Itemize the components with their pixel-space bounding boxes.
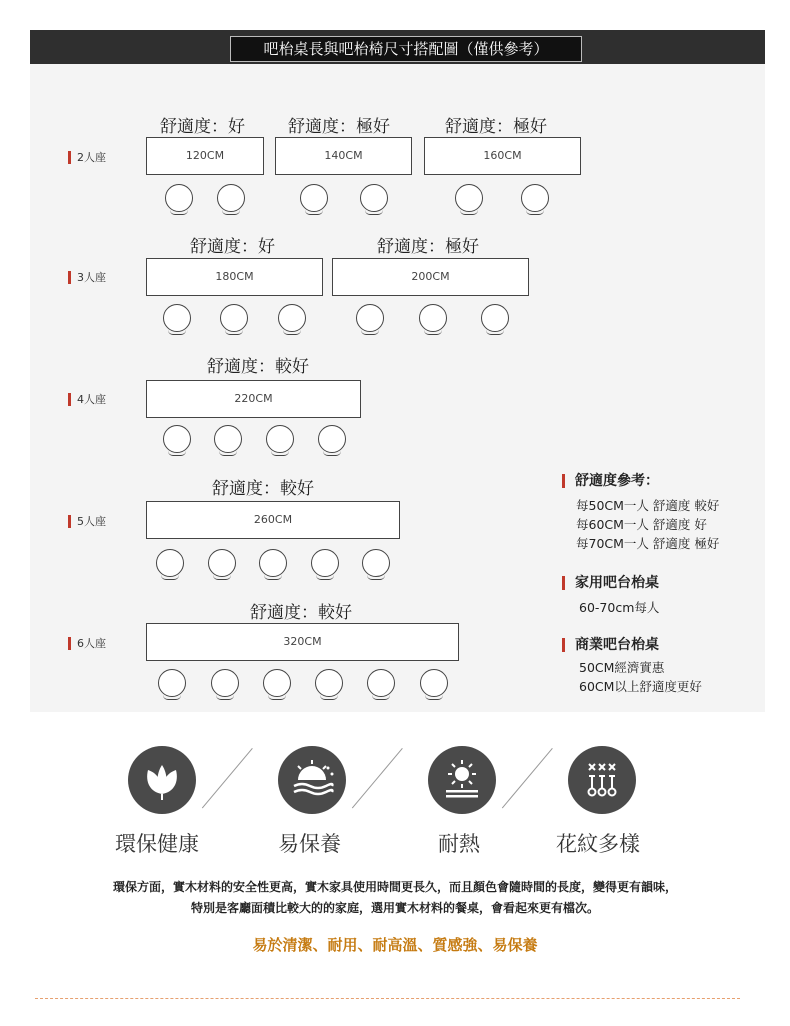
row-label-3-seats: 3人座: [68, 271, 106, 284]
comfort-rating: 舒適度：極好: [445, 117, 547, 137]
chair-icon: [367, 669, 395, 697]
row-label-6-seats: 6人座: [68, 637, 106, 650]
pattern-icon: [568, 746, 636, 814]
comfort-reference-line: 每70CM一人 舒適度 極好: [576, 536, 720, 551]
chair-icon: [214, 425, 242, 453]
chair-icon: [362, 549, 390, 577]
chair-icon: [165, 184, 193, 212]
row-label-2-seats: 2人座: [68, 151, 106, 164]
row-label-5-seats: 5人座: [68, 515, 106, 528]
feature-label-eco: 環保健康: [115, 832, 199, 856]
table-120cm: 120CM: [146, 137, 264, 175]
chair-icon: [356, 304, 384, 332]
comfort-rating: 舒適度：極好: [377, 237, 479, 257]
table-220cm: 220CM: [146, 380, 361, 418]
feature-label-heat-resistant: 耐熱: [438, 832, 480, 856]
chair-icon: [158, 669, 186, 697]
chair-icon: [259, 549, 287, 577]
table-260cm: 260CM: [146, 501, 400, 539]
chair-icon: [208, 549, 236, 577]
commercial-bar-table-line: 60CM以上舒適度更好: [579, 679, 702, 694]
comfort-rating: 舒適度：極好: [288, 117, 390, 137]
chair-icon: [278, 304, 306, 332]
sun-wave-icon: [278, 746, 346, 814]
commercial-bar-table-line: 50CM經濟實惠: [579, 660, 665, 675]
divider-line: [352, 748, 403, 808]
description-line: 特別是客廳面積比較大的的家庭，選用實木材料的餐桌，會看起來更有檔次。: [190, 901, 599, 915]
heat-icon: [428, 746, 496, 814]
leaf-icon: [128, 746, 196, 814]
commercial-bar-table-heading: 商業吧台枱桌: [562, 638, 659, 652]
table-160cm: 160CM: [424, 137, 581, 175]
divider-line: [202, 748, 253, 808]
table-320cm: 320CM: [146, 623, 459, 661]
chair-icon: [263, 669, 291, 697]
chair-icon: [318, 425, 346, 453]
chair-icon: [220, 304, 248, 332]
comfort-reference-heading: 舒適度參考：: [562, 474, 659, 488]
chair-icon: [311, 549, 339, 577]
table-180cm: 180CM: [146, 258, 323, 296]
comfort-reference-line: 每60CM一人 舒適度 好: [576, 517, 707, 532]
chair-icon: [266, 425, 294, 453]
feature-label-patterns: 花紋多樣: [556, 832, 640, 856]
table-200cm: 200CM: [332, 258, 529, 296]
slogan: 易於清潔、耐用、耐高溫、質感強、易保養: [252, 936, 538, 954]
comfort-rating: 舒適度：較好: [207, 357, 309, 377]
chair-icon: [455, 184, 483, 212]
home-bar-table-heading: 家用吧台枱桌: [562, 576, 659, 590]
chair-icon: [156, 549, 184, 577]
feature-label-easy-care: 易保養: [278, 832, 341, 856]
chair-icon: [420, 669, 448, 697]
comfort-reference-line: 每50CM一人 舒適度 較好: [576, 498, 720, 513]
chair-icon: [163, 425, 191, 453]
description-line: 環保方面，實木材料的安全性更高，實木家具使用時間更長久，而且顏色會隨時間的長度，變得更有韻味，: [112, 880, 677, 894]
dashed-divider: [35, 998, 740, 999]
divider-line: [502, 748, 553, 808]
chair-icon: [300, 184, 328, 212]
comfort-rating: 舒適度：好: [160, 117, 245, 137]
chair-icon: [217, 184, 245, 212]
comfort-rating: 舒適度：較好: [212, 479, 314, 499]
table-140cm: 140CM: [275, 137, 412, 175]
chair-icon: [521, 184, 549, 212]
chair-icon: [211, 669, 239, 697]
chair-icon: [419, 304, 447, 332]
chair-icon: [315, 669, 343, 697]
home-bar-table-line: 60-70cm每人: [579, 600, 660, 615]
chair-icon: [481, 304, 509, 332]
chair-icon: [163, 304, 191, 332]
page-title: 吧枱桌長與吧枱椅尺寸搭配圖（僅供參考）: [230, 36, 582, 62]
comfort-rating: 舒適度：好: [190, 237, 275, 257]
chair-icon: [360, 184, 388, 212]
row-label-4-seats: 4人座: [68, 393, 106, 406]
comfort-rating: 舒適度：較好: [250, 603, 352, 623]
